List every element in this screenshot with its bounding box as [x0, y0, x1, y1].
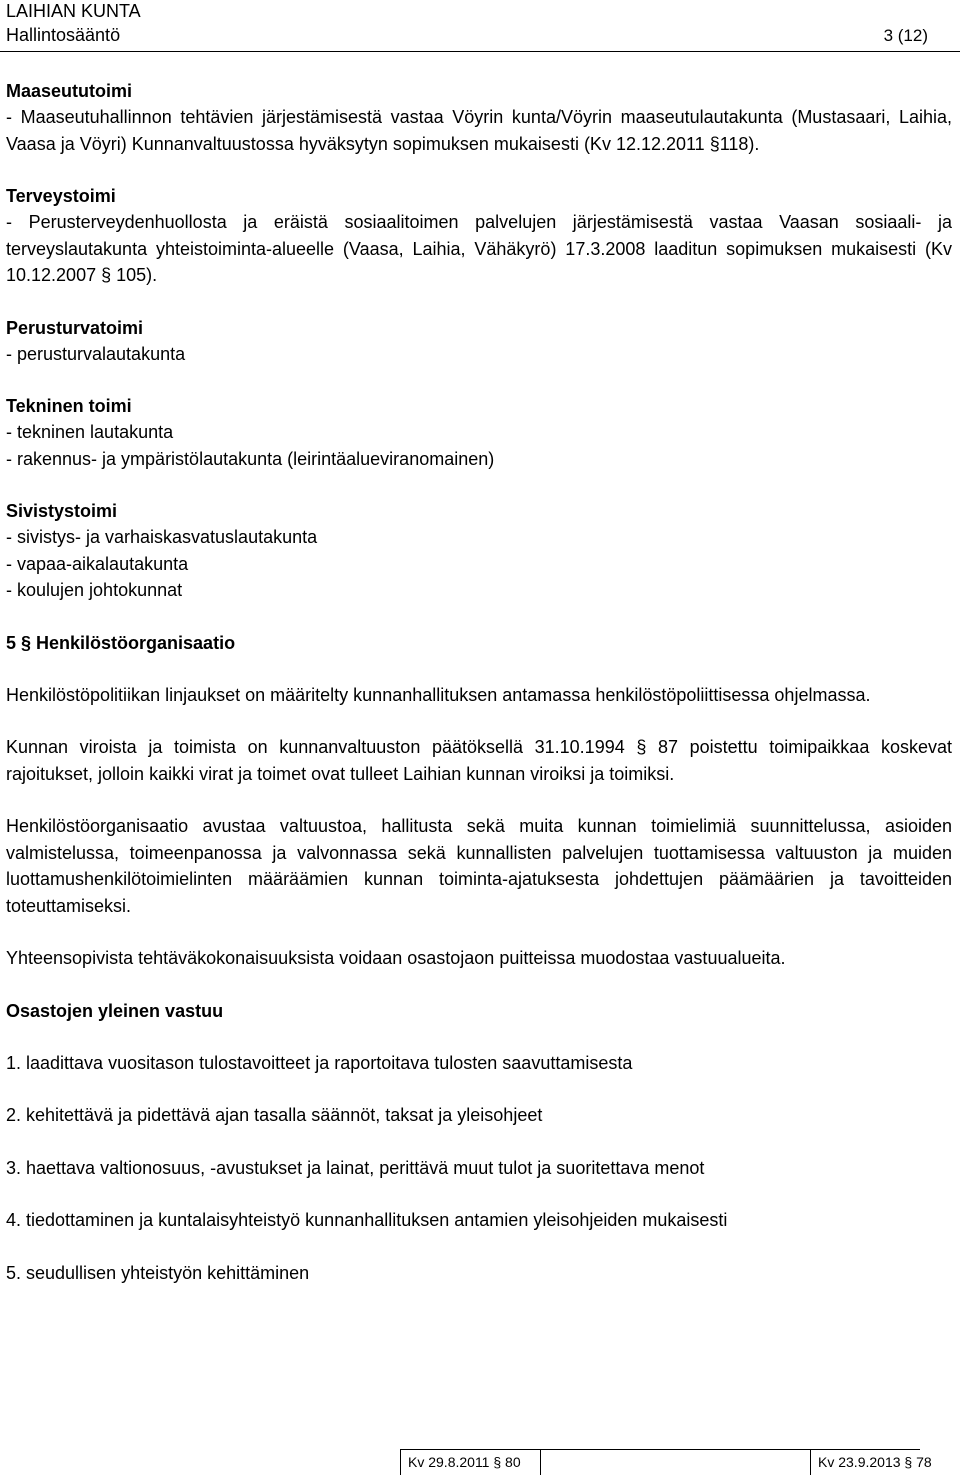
footer-divider	[400, 1449, 920, 1450]
section-text: - Maaseutuhallinnon tehtävien järjestämisestä vastaa Vöyrin kunta/Vöyrin maaseutulautakunta (Mustasaari, Laihia, Vaasa ja Vöyri) Kunnanvaltuustossa hyväksytyn sopimuksen mukaisesti (Kv 12.12.2011 §118).	[6, 107, 952, 154]
chapter-heading: 5 § Henkilöstöorganisaatio	[6, 632, 236, 653]
section-tekninen-toimi	[6, 393, 952, 472]
list-item: - koulujen johtokunnat	[6, 580, 183, 600]
list-item: - tekninen lautakunta	[6, 422, 174, 442]
section-maaseututoimi	[6, 78, 952, 157]
paragraph: Yhteensopivista tehtäväkokonaisuuksista voidaan osastojaon puitteissa muodostaa vastuualueita.	[6, 948, 786, 968]
section-sivistystoimi	[6, 498, 952, 604]
organization-name: LAIHIAN KUNTA	[6, 1, 141, 21]
numbered-item: 3. haettava valtionosuus, -avustukset ja lainat, perittävä muut tulot ja suoritettava menot	[6, 1157, 705, 1178]
numbered-item: 4. tiedottaminen ja kuntalaisyhteistyö kunnanhallituksen antamien yleisohjeiden mukaisesti	[6, 1210, 728, 1230]
list-item: - sivistys- ja varhaiskasvatuslautakunta	[6, 527, 318, 547]
section-perusturvatoimi	[6, 315, 952, 368]
section-heading: Sivistystoimi	[6, 501, 118, 521]
list-item: - rakennus- ja ympäristölautakunta (leirintäalueviranomainen)	[6, 448, 495, 469]
page-number: 3 (12)	[883, 26, 928, 45]
section-heading: Tekninen toimi	[6, 396, 132, 416]
document-body	[6, 78, 952, 1286]
paragraph: Henkilöstöpolitiikan linjaukset on määritelty kunnanhallituksen antamassa henkilöstöpoliittisessa ohjelmassa.	[6, 684, 871, 705]
subheading: Osastojen yleinen vastuu	[6, 1000, 224, 1021]
section-heading: Terveystoimi	[6, 186, 116, 206]
section-text: - Perusterveydenhuollosta ja eräistä sosiaalitoimen palvelujen järjestämisestä vastaa Vaasan sosiaali- ja terveyslautakunta yhteistoiminta-alueelle (Vaasa, Laihia, Vähäkyrö) 17.3.2008 laaditun sopimuksen mukaisesti (Kv 10.12.2007 § 105).	[6, 212, 952, 285]
section-terveystoimi	[6, 183, 952, 289]
paragraph: Henkilöstöorganisaatio avustaa valtuustoa, hallitusta sekä muita kunnan toimielimiä suunnittelussa, asioiden valmistelussa, toimeenpanossa ja valvonnassa sekä kunnallisten palvelujen tuottamisessa valtuuston ja muiden luottamushenkilötoimielinten määräämien kunnan toiminta-ajatuksesta johdettujen päämäärien ja tavoitteiden toteuttamiseksi.	[6, 816, 952, 916]
numbered-item: 5. seudullisen yhteistyön kehittäminen	[6, 1262, 310, 1283]
section-heading: Maaseututoimi	[6, 81, 133, 101]
list-item: - perusturvalautakunta	[6, 343, 186, 364]
footer-amendment-left: Kv 29.8.2011 § 80	[408, 1454, 521, 1470]
numbered-item: 1. laadittava vuositason tulostavoitteet ja raportoitava tulosten saavuttamisesta	[6, 1052, 633, 1073]
numbered-item: 2. kehitettävä ja pidettävä ajan tasalla säännöt, taksat ja yleisohjeet	[6, 1105, 543, 1125]
paragraph: Kunnan viroista ja toimista on kunnanvaltuuston päätöksellä 31.10.1994 § 87 poistettu toimipaikkaa koskevat rajoitukset, jolloin kaikki virat ja toimet ovat tulleet Laihian kunnan viroiksi ja toimiksi.	[6, 737, 952, 784]
footer-amendment-right: Kv 23.9.2013 § 78	[818, 1454, 932, 1470]
header-divider	[0, 51, 960, 52]
footer-cell-border	[400, 1449, 401, 1475]
document-title: Hallintosääntö	[6, 25, 121, 45]
page-footer	[0, 1449, 960, 1475]
footer-cell-border	[810, 1449, 811, 1475]
list-item: - vapaa-aikalautakunta	[6, 553, 189, 574]
section-heading: Perusturvatoimi	[6, 317, 144, 338]
footer-cell-border	[540, 1449, 541, 1475]
